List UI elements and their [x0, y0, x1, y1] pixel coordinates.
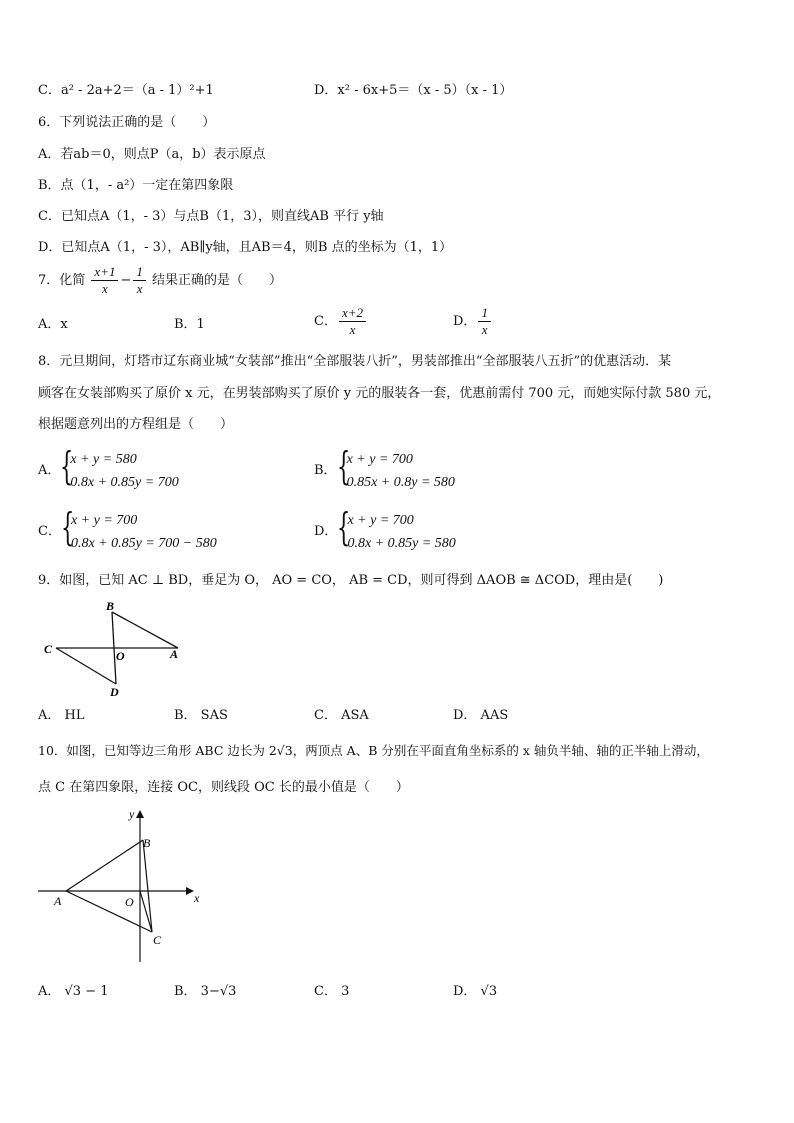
- brace-icon: {: [337, 505, 351, 549]
- q7-option-d-fraction: [478, 305, 491, 338]
- q7-option-c-denominator: x: [349, 322, 356, 337]
- q10-label-a: A: [54, 894, 62, 908]
- q10-option-a: A． √3 − 1: [38, 984, 109, 999]
- q7-option-d: [453, 305, 493, 338]
- q8-line-3: 根据题意列出的方程组是（ ）: [38, 417, 234, 432]
- q7-fraction-1-denominator: x: [102, 281, 108, 296]
- q8-option-c-equation-2: 0.8x + 0.85y = 700 − 580: [70, 536, 217, 551]
- q10-line-1: 10．如图，已知等边三角形 ABC 边长为 2√3，两顶点 A、B 分别在平面直角坐标系的 x 轴负半轴、轴的正半轴上滑动，: [38, 743, 709, 758]
- q10-option-b: B． 3−√3: [174, 984, 237, 999]
- q8-option-a-equation-1: x + y = 580: [70, 452, 137, 467]
- brace-icon: {: [60, 505, 75, 549]
- q6-stem: 6．下列说法正确的是（ ）: [38, 115, 216, 130]
- q9-label-o: O: [116, 649, 125, 663]
- q10-label-o: O: [125, 895, 134, 909]
- q7-option-c-numerator: x+2: [339, 305, 366, 322]
- q7-suffix: 结果正确的是（ ）: [152, 273, 283, 288]
- q8-option-c-label: C．: [38, 524, 61, 539]
- q5-option-d: D．x² - 6x+5＝（x - 5）（x - 1）: [314, 83, 513, 98]
- q8-option-c-system: [60, 505, 217, 555]
- q8-option-d-label: D．: [314, 524, 338, 539]
- q10-segment-ab: [66, 840, 143, 891]
- q9-option-b: B． SAS: [174, 708, 228, 723]
- q6-option-b: B．点（1，- a²）一定在第四象限: [38, 178, 234, 193]
- q9-label-d: D: [110, 685, 119, 698]
- q7-prefix: 7．化简: [38, 273, 86, 288]
- q9-label-c: C: [44, 642, 53, 656]
- q8-line-1: 8．元旦期间，灯塔市辽东商业城“女装部”推出“全部服装八折”，男装部推出“全部服装八五折”的优惠活动．某: [38, 354, 672, 369]
- q7-option-b: B．1: [174, 317, 205, 332]
- q9-label-a: A: [170, 647, 179, 661]
- q9-option-d: D． AAS: [453, 708, 509, 723]
- q10-x-arrow-icon: [186, 887, 194, 895]
- q7-minus: −: [120, 273, 132, 288]
- q7-option-d-denominator: x: [481, 322, 488, 337]
- q9-segment-ab: [112, 612, 178, 648]
- q7-stem: [38, 264, 282, 297]
- q7-option-a: A．x: [38, 317, 68, 332]
- q8-option-c-equation-1: x + y = 700: [70, 513, 138, 528]
- q8-option-d: [314, 505, 456, 555]
- q6-option-d: D．已知点A（1，- 3），AB∥y轴，且AB＝4，则B 点的坐标为（1，1）: [38, 240, 453, 255]
- q7-option-c: [314, 305, 368, 338]
- q7-option-d-numerator: 1: [478, 305, 491, 322]
- q6-option-c: C．已知点A（1，- 3）与点B（1，3），则直线AB 平行 y轴: [38, 209, 384, 224]
- q8-line-2: 顾客在女装部购买了原价 x 元，在男装部购买了原价 y 元的服装各一套，优惠前需付 700 元，而她实际付款 580 元，: [38, 386, 721, 401]
- brace-icon: {: [60, 444, 74, 488]
- q8-option-a-equation-2: 0.8x + 0.85y = 700: [70, 475, 179, 490]
- q10-figure: [36, 802, 206, 968]
- q5-option-c: C．a² - 2a+2＝（a - 1）²+1: [38, 83, 214, 98]
- q9-label-b: B: [106, 599, 115, 613]
- q8-option-d-equation-2: 0.8x + 0.85y = 580: [347, 536, 456, 551]
- q7-fraction-2: [133, 264, 146, 297]
- q10-line-2: 点 C 在第四象限，连接 OC，则线段 OC 长的最小值是（ ）: [38, 780, 409, 795]
- q8-option-a: [38, 444, 179, 494]
- q8-option-c: [38, 505, 217, 555]
- q7-fraction-1-numerator: x+1: [91, 264, 118, 281]
- q7-fraction-2-numerator: 1: [133, 264, 146, 281]
- q9-option-c: C． ASA: [314, 708, 369, 723]
- q9-figure: [38, 598, 188, 698]
- q8-option-b-label: B．: [314, 463, 337, 478]
- q9-segment-cd: [56, 648, 116, 684]
- q7-option-c-fraction: [339, 305, 366, 338]
- q8-option-a-system: [60, 444, 179, 494]
- q8-option-d-system: [337, 505, 456, 555]
- q10-option-d: D． √3: [453, 984, 498, 999]
- q9-option-a: A． HL: [38, 708, 85, 723]
- q8-option-a-label: A．: [38, 463, 61, 478]
- q8-option-d-equation-1: x + y = 700: [347, 513, 414, 528]
- q10-label-x: x: [194, 891, 200, 905]
- q7-fraction-2-denominator: x: [136, 281, 143, 296]
- q10-label-b: B: [143, 836, 151, 850]
- q8-option-b-equation-2: 0.85x + 0.8y = 580: [346, 475, 455, 490]
- q7-fraction-1: [91, 264, 118, 297]
- q8-option-b-system: [336, 444, 455, 494]
- brace-icon: {: [336, 444, 350, 488]
- q8-option-b: [314, 444, 455, 494]
- q10-option-c: C． 3: [314, 984, 350, 999]
- q10-label-y: y: [129, 807, 135, 821]
- q8-option-b-equation-1: x + y = 700: [346, 452, 413, 467]
- q9-stem: 9．如图，已知 AC ⊥ BD，垂足为 O， AO = CO， AB = CD，则可得到 ΔAOB ≅ ΔCOD，理由是( ): [38, 573, 664, 588]
- q10-segment-ac: [66, 891, 152, 932]
- q10-label-c: C: [153, 933, 162, 947]
- q10-y-arrow-icon: [136, 810, 144, 818]
- q7-option-d-label: D．: [453, 314, 477, 329]
- q6-option-a: A．若ab＝0，则点P（a，b）表示原点: [38, 147, 266, 162]
- q7-option-c-label: C．: [314, 314, 337, 329]
